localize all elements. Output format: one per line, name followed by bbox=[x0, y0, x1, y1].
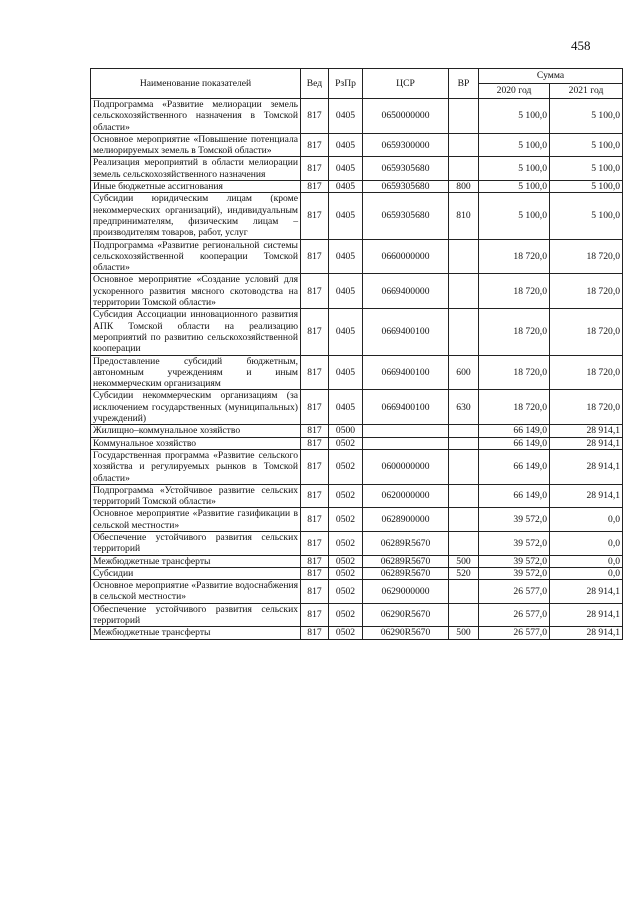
row-name: Субсидии юридическим лицам (кроме некоммерческих организаций), индивидуальным предпринимателям, физическим лицам – производителям товаров, работ, услуг bbox=[91, 193, 301, 239]
row-rzpr: 0502 bbox=[329, 449, 363, 484]
row-ved: 817 bbox=[301, 484, 329, 508]
row-rzpr: 0502 bbox=[329, 567, 363, 579]
row-sum-2020: 66 149,0 bbox=[479, 449, 550, 484]
table-row bbox=[91, 193, 623, 239]
row-sum-2021: 5 100,0 bbox=[550, 133, 623, 157]
row-sum-2021: 5 100,0 bbox=[550, 193, 623, 239]
row-csr: 0659305680 bbox=[363, 157, 449, 181]
row-ved: 817 bbox=[301, 181, 329, 193]
header-ved: Вед bbox=[301, 69, 329, 99]
row-csr: 0600000000 bbox=[363, 449, 449, 484]
table-row bbox=[91, 508, 623, 532]
row-rzpr: 0405 bbox=[329, 133, 363, 157]
row-name: Основное мероприятие «Создание условий для ускоренного развития мясного скотоводства на территории Томской области» bbox=[91, 274, 301, 309]
row-sum-2021: 0,0 bbox=[550, 531, 623, 555]
row-sum-2020: 39 572,0 bbox=[479, 508, 550, 532]
row-vr bbox=[449, 508, 479, 532]
row-ved: 817 bbox=[301, 449, 329, 484]
table-row bbox=[91, 425, 623, 437]
row-vr bbox=[449, 239, 479, 274]
row-ved: 817 bbox=[301, 531, 329, 555]
row-sum-2021: 0,0 bbox=[550, 567, 623, 579]
row-vr: 500 bbox=[449, 627, 479, 639]
row-vr: 520 bbox=[449, 567, 479, 579]
row-rzpr: 0405 bbox=[329, 390, 363, 425]
row-name: Основное мероприятие «Развитие газификации в сельской местности» bbox=[91, 508, 301, 532]
row-sum-2021: 28 914,1 bbox=[550, 484, 623, 508]
row-sum-2020: 18 720,0 bbox=[479, 239, 550, 274]
row-sum-2021: 28 914,1 bbox=[550, 580, 623, 604]
row-name: Межбюджетные трансферты bbox=[91, 555, 301, 567]
row-ved: 817 bbox=[301, 355, 329, 390]
row-sum-2020: 26 577,0 bbox=[479, 580, 550, 604]
row-rzpr: 0405 bbox=[329, 239, 363, 274]
table-row bbox=[91, 580, 623, 604]
table-row bbox=[91, 181, 623, 193]
row-rzpr: 0502 bbox=[329, 437, 363, 449]
row-ved: 817 bbox=[301, 157, 329, 181]
row-csr: 0669400000 bbox=[363, 274, 449, 309]
row-csr: 0650000000 bbox=[363, 99, 449, 134]
row-sum-2020: 5 100,0 bbox=[479, 181, 550, 193]
table-row bbox=[91, 157, 623, 181]
row-sum-2020: 66 149,0 bbox=[479, 425, 550, 437]
row-sum-2020: 66 149,0 bbox=[479, 484, 550, 508]
row-csr bbox=[363, 425, 449, 437]
row-ved: 817 bbox=[301, 437, 329, 449]
row-sum-2021: 5 100,0 bbox=[550, 181, 623, 193]
row-ved: 817 bbox=[301, 133, 329, 157]
row-csr: 0620000000 bbox=[363, 484, 449, 508]
row-rzpr: 0500 bbox=[329, 425, 363, 437]
row-name: Обеспечение устойчивого развития сельских территорий bbox=[91, 603, 301, 627]
row-sum-2021: 28 914,1 bbox=[550, 449, 623, 484]
table-row bbox=[91, 390, 623, 425]
row-csr: 0659300000 bbox=[363, 133, 449, 157]
row-rzpr: 0405 bbox=[329, 99, 363, 134]
row-vr: 630 bbox=[449, 390, 479, 425]
row-vr: 600 bbox=[449, 355, 479, 390]
row-ved: 817 bbox=[301, 567, 329, 579]
row-sum-2021: 0,0 bbox=[550, 555, 623, 567]
row-ved: 817 bbox=[301, 309, 329, 355]
budget-table bbox=[90, 68, 623, 640]
row-csr: 0669400100 bbox=[363, 355, 449, 390]
row-rzpr: 0405 bbox=[329, 309, 363, 355]
row-name: Предоставление субсидий бюджетным, автономным учреждениям и иным некоммерческим организациям bbox=[91, 355, 301, 390]
row-rzpr: 0405 bbox=[329, 274, 363, 309]
row-ved: 817 bbox=[301, 425, 329, 437]
table-row bbox=[91, 437, 623, 449]
row-name: Подпрограмма «Развитие региональной системы сельскохозяйственной кооперации Томской области» bbox=[91, 239, 301, 274]
row-csr: 0669400100 bbox=[363, 390, 449, 425]
row-name: Жилищно–коммунальное хозяйство bbox=[91, 425, 301, 437]
row-name: Иные бюджетные ассигнования bbox=[91, 181, 301, 193]
table-row bbox=[91, 627, 623, 639]
row-sum-2021: 28 914,1 bbox=[550, 437, 623, 449]
row-rzpr: 0502 bbox=[329, 508, 363, 532]
row-ved: 817 bbox=[301, 627, 329, 639]
header-row bbox=[91, 69, 623, 84]
row-csr: 06289R5670 bbox=[363, 567, 449, 579]
row-csr: 0660000000 bbox=[363, 239, 449, 274]
row-sum-2021: 0,0 bbox=[550, 508, 623, 532]
row-vr bbox=[449, 157, 479, 181]
row-sum-2021: 18 720,0 bbox=[550, 239, 623, 274]
header-name: Наименование показателей bbox=[91, 69, 301, 99]
header-year-2020: 2020 год bbox=[479, 84, 550, 99]
row-sum-2020: 18 720,0 bbox=[479, 355, 550, 390]
table-row bbox=[91, 355, 623, 390]
row-sum-2021: 28 914,1 bbox=[550, 603, 623, 627]
row-vr bbox=[449, 99, 479, 134]
row-vr bbox=[449, 133, 479, 157]
header-rzpr: РзПр bbox=[329, 69, 363, 99]
header-csr: ЦСР bbox=[363, 69, 449, 99]
row-vr bbox=[449, 580, 479, 604]
row-rzpr: 0502 bbox=[329, 580, 363, 604]
row-ved: 817 bbox=[301, 555, 329, 567]
row-ved: 817 bbox=[301, 239, 329, 274]
row-name: Основное мероприятие «Повышение потенциала мелиорируемых земель в Томской области» bbox=[91, 133, 301, 157]
row-rzpr: 0405 bbox=[329, 157, 363, 181]
header-sum: Сумма bbox=[479, 69, 623, 84]
row-vr bbox=[449, 449, 479, 484]
table-row bbox=[91, 531, 623, 555]
header-vr: ВР bbox=[449, 69, 479, 99]
row-vr bbox=[449, 603, 479, 627]
row-vr: 810 bbox=[449, 193, 479, 239]
row-name: Реализация мероприятий в области мелиорации земель сельскохозяйственного назначения bbox=[91, 157, 301, 181]
row-rzpr: 0502 bbox=[329, 627, 363, 639]
table-row bbox=[91, 449, 623, 484]
row-name: Подпрограмма «Устойчивое развитие сельских территорий Томской области» bbox=[91, 484, 301, 508]
row-sum-2020: 18 720,0 bbox=[479, 274, 550, 309]
row-rzpr: 0502 bbox=[329, 531, 363, 555]
row-vr bbox=[449, 425, 479, 437]
row-name: Субсидия Ассоциации инновационного развития АПК Томской области на реализацию мероприятий по развитию сельскохозяйственной кооперации bbox=[91, 309, 301, 355]
row-csr: 06289R5670 bbox=[363, 555, 449, 567]
row-csr: 0629000000 bbox=[363, 580, 449, 604]
row-name: Подпрограмма «Развитие мелиорации земель сельскохозяйственного назначения в Томской области» bbox=[91, 99, 301, 134]
row-ved: 817 bbox=[301, 603, 329, 627]
row-sum-2021: 28 914,1 bbox=[550, 627, 623, 639]
row-vr: 500 bbox=[449, 555, 479, 567]
row-name: Субсидии некоммерческим организациям (за исключением государственных (муниципальных) учреждений) bbox=[91, 390, 301, 425]
row-sum-2020: 18 720,0 bbox=[479, 309, 550, 355]
row-sum-2021: 5 100,0 bbox=[550, 99, 623, 134]
row-name: Субсидии bbox=[91, 567, 301, 579]
row-rzpr: 0502 bbox=[329, 484, 363, 508]
row-vr: 800 bbox=[449, 181, 479, 193]
row-ved: 817 bbox=[301, 390, 329, 425]
row-name: Государственная программа «Развитие сельского хозяйства и регулируемых рынков в Томской области» bbox=[91, 449, 301, 484]
table-row bbox=[91, 99, 623, 134]
row-rzpr: 0405 bbox=[329, 193, 363, 239]
row-csr: 0659305680 bbox=[363, 193, 449, 239]
row-sum-2020: 5 100,0 bbox=[479, 133, 550, 157]
row-name: Коммунальное хозяйство bbox=[91, 437, 301, 449]
row-ved: 817 bbox=[301, 99, 329, 134]
row-csr bbox=[363, 437, 449, 449]
row-sum-2020: 39 572,0 bbox=[479, 567, 550, 579]
row-ved: 817 bbox=[301, 508, 329, 532]
row-csr: 0669400100 bbox=[363, 309, 449, 355]
row-sum-2021: 18 720,0 bbox=[550, 390, 623, 425]
row-name: Обеспечение устойчивого развития сельских территорий bbox=[91, 531, 301, 555]
header-year-2021: 2021 год bbox=[550, 84, 623, 99]
table-row bbox=[91, 567, 623, 579]
row-csr: 06290R5670 bbox=[363, 627, 449, 639]
row-sum-2021: 18 720,0 bbox=[550, 274, 623, 309]
row-vr bbox=[449, 531, 479, 555]
row-sum-2020: 26 577,0 bbox=[479, 603, 550, 627]
table-row bbox=[91, 484, 623, 508]
row-vr bbox=[449, 484, 479, 508]
row-sum-2020: 26 577,0 bbox=[479, 627, 550, 639]
row-name: Основное мероприятие «Развитие водоснабжения в сельской местности» bbox=[91, 580, 301, 604]
row-sum-2020: 5 100,0 bbox=[479, 99, 550, 134]
row-sum-2020: 39 572,0 bbox=[479, 555, 550, 567]
table-row bbox=[91, 274, 623, 309]
row-vr bbox=[449, 274, 479, 309]
row-sum-2020: 5 100,0 bbox=[479, 157, 550, 181]
row-csr: 0659305680 bbox=[363, 181, 449, 193]
table-row bbox=[91, 133, 623, 157]
row-rzpr: 0502 bbox=[329, 555, 363, 567]
table-row bbox=[91, 309, 623, 355]
row-csr: 06290R5670 bbox=[363, 603, 449, 627]
table-row bbox=[91, 555, 623, 567]
row-sum-2021: 28 914,1 bbox=[550, 425, 623, 437]
table-row bbox=[91, 239, 623, 274]
row-vr bbox=[449, 437, 479, 449]
row-sum-2020: 66 149,0 bbox=[479, 437, 550, 449]
row-sum-2020: 5 100,0 bbox=[479, 193, 550, 239]
row-ved: 817 bbox=[301, 580, 329, 604]
row-vr bbox=[449, 309, 479, 355]
row-sum-2020: 18 720,0 bbox=[479, 390, 550, 425]
row-ved: 817 bbox=[301, 193, 329, 239]
row-csr: 06289R5670 bbox=[363, 531, 449, 555]
table-body bbox=[91, 99, 623, 640]
row-sum-2021: 5 100,0 bbox=[550, 157, 623, 181]
table-row bbox=[91, 603, 623, 627]
row-rzpr: 0405 bbox=[329, 355, 363, 390]
row-rzpr: 0502 bbox=[329, 603, 363, 627]
row-sum-2020: 39 572,0 bbox=[479, 531, 550, 555]
row-sum-2021: 18 720,0 bbox=[550, 355, 623, 390]
page-number: 458 bbox=[571, 38, 591, 53]
row-name: Межбюджетные трансферты bbox=[91, 627, 301, 639]
row-rzpr: 0405 bbox=[329, 181, 363, 193]
row-csr: 0628900000 bbox=[363, 508, 449, 532]
row-ved: 817 bbox=[301, 274, 329, 309]
row-sum-2021: 18 720,0 bbox=[550, 309, 623, 355]
